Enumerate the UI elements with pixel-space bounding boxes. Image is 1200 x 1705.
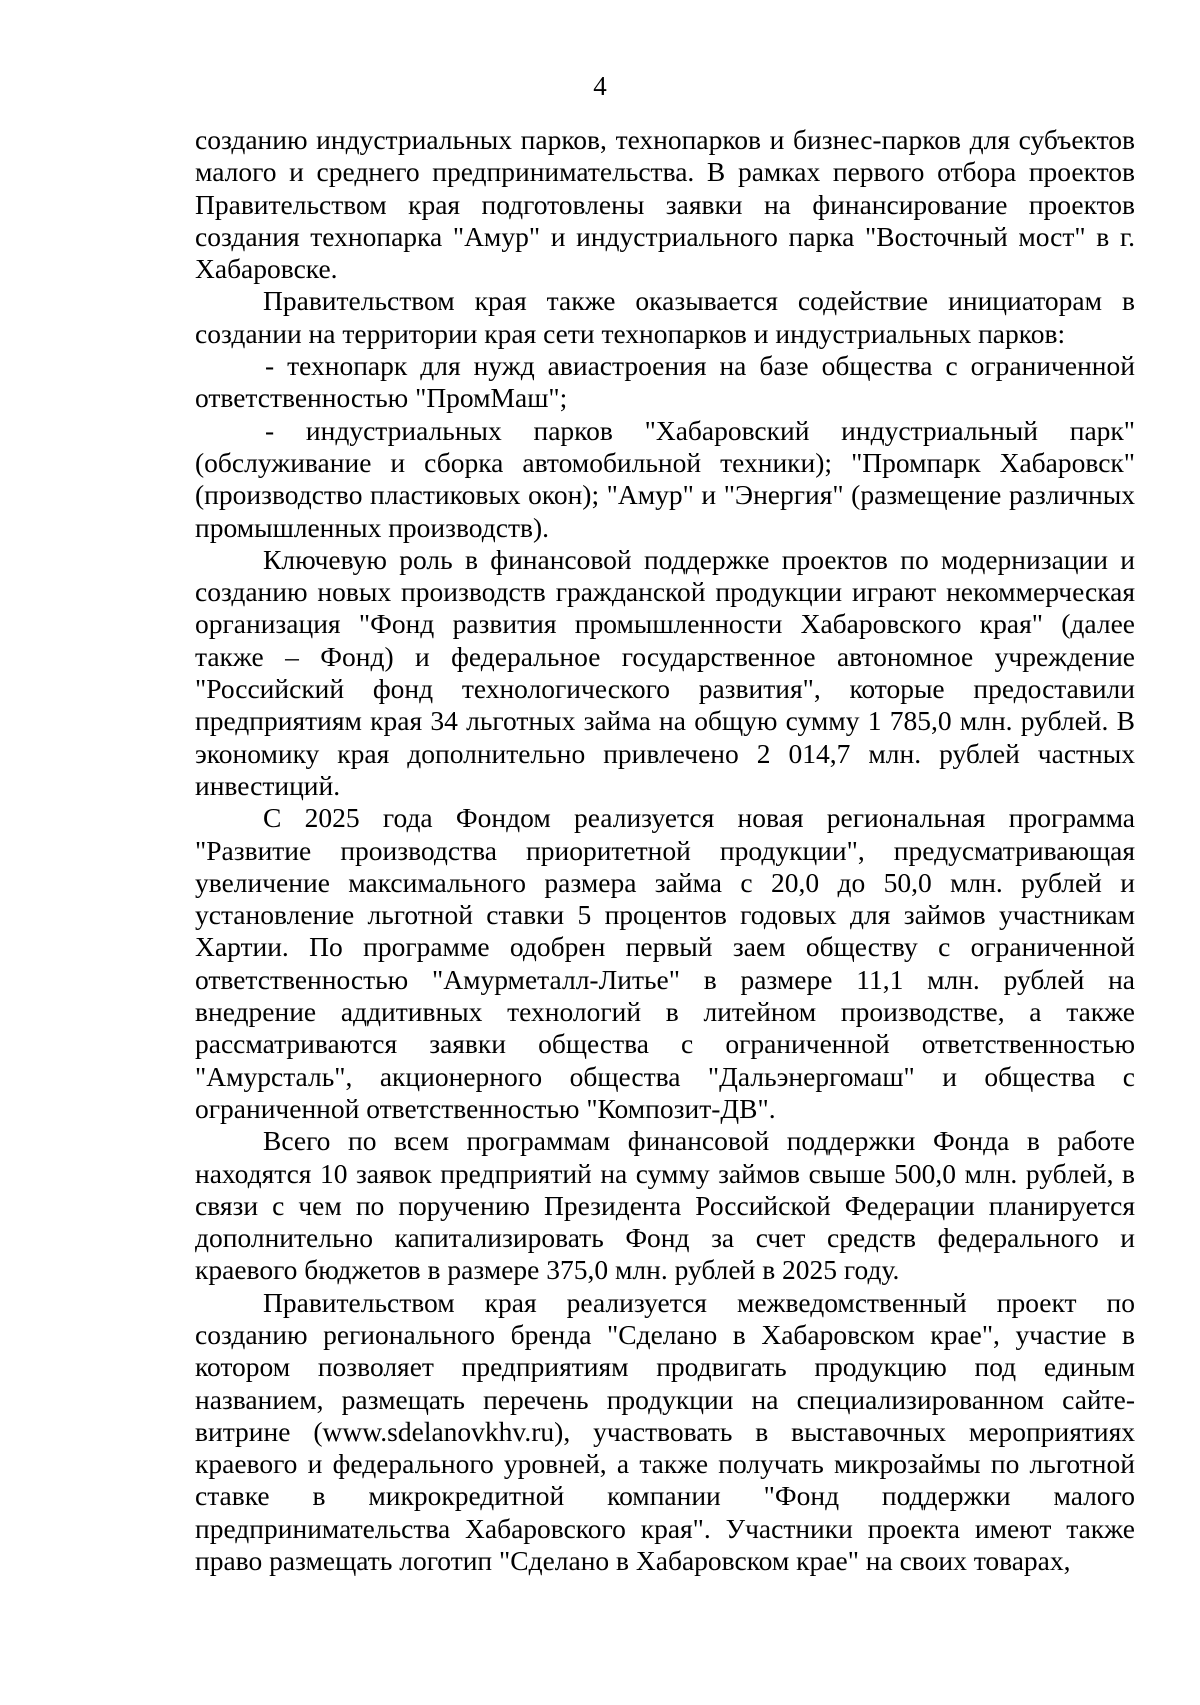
paragraph-assistance: Правительством края также оказывается содействие инициаторам в создании на территории края сети технопарков и индустриальных парков:	[195, 285, 1135, 349]
list-item-technopark: - технопарк для нужд авиастроения на базе общества с ограниченной ответственностью "ПромМаш";	[195, 350, 1135, 414]
paragraph-regional-brand: Правительством края реализуется межведомственный проект по созданию регионального бренда "Сделано в Хабаровском крае", участие в котором позволяет предприятиям продвигать продукцию под единым названием, размещать перечень продукции на специализированном сайте-витрине (www.sdelanovkhv.ru), участвовать в выставочных мероприятиях краевого и федерального уровней, а также получать микрозаймы по льготной ставке в микрокредитной компании "Фонд поддержки малого предпринимательства Хабаровского края". Участники проекта имеют также право размещать логотип "Сделано в Хабаровском крае" на своих товарах,	[195, 1286, 1135, 1577]
document-body	[195, 124, 1135, 1577]
paragraph-financial-support: Ключевую роль в финансовой поддержке проектов по модернизации и созданию новых производств гражданской продукции играют некоммерческая организация "Фонд развития промышленности Хабаровского края" (далее также – Фонд) и федеральное государственное автономное учреждение "Российский фонд технологического развития", которые предоставили предприятиям края 34 льготных займа на общую сумму 1 785,0 млн. рублей. В экономику края дополнительно привлечено 2 014,7 млн. рублей частных инвестиций.	[195, 543, 1135, 801]
list-item-industrial-parks: - индустриальных парков "Хабаровский индустриальный парк" (обслуживание и сборка автомобильной техники); "Промпарк Хабаровск" (производство пластиковых окон); "Амур" и "Энергия" (размещение различных промышленных производств).	[195, 414, 1135, 543]
paragraph-applications: Всего по всем программам финансовой поддержки Фонда в работе находятся 10 заявок предприятий на сумму займов свыше 500,0 млн. рублей, в связи с чем по поручению Президента Российской Федерации планируется дополнительно капитализировать Фонд за счет средств федерального и краевого бюджетов в размере 375,0 млн. рублей в 2025 году.	[195, 1125, 1135, 1286]
paragraph-new-program: С 2025 года Фондом реализуется новая региональная программа "Развитие производства приоритетной продукции", предусматривающая увеличение максимального размера займа с 20,0 до 50,0 млн. рублей и установление льготной ставки 5 процентов годовых для займов участникам Хартии. По программе одобрен первый заем обществу с ограниченной ответственностью "Амурметалл-Литье" в размере 11,1 млн. рублей на внедрение аддитивных технологий в литейном производстве, а также рассматриваются заявки общества с ограниченной ответственностью "Амурсталь", акционерного общества "Дальэнергомаш" и общества с ограниченной ответственностью "Композит-ДВ".	[195, 802, 1135, 1124]
paragraph-continuation: созданию индустриальных парков, технопарков и бизнес-парков для субъектов малого и среднего предпринимательства. В рамках первого отбора проектов Правительством края подготовлены заявки на финансирование проектов создания технопарка "Амур" и индустриального парка "Восточный мост" в г. Хабаровске.	[195, 124, 1135, 285]
page-number: 4	[593, 71, 607, 101]
